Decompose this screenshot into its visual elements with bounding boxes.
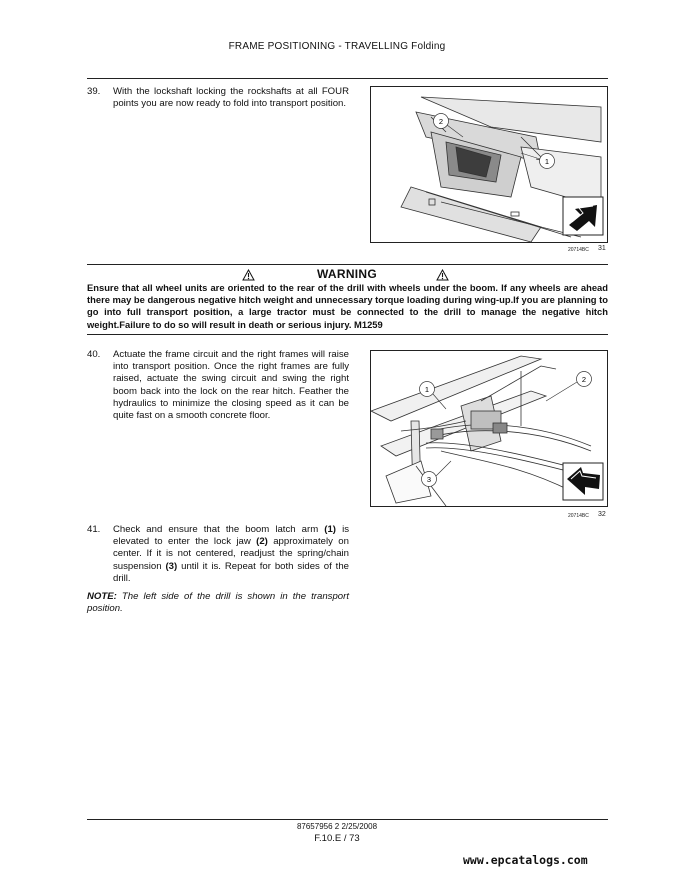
page-header-title: FRAME POSITIONING - TRAVELLING Folding [228, 41, 446, 52]
step-41 [87, 524, 349, 588]
footer-doc-code: 87657956 2 2/25/2008 [296, 822, 378, 831]
warning-triangle-icon [436, 269, 449, 281]
figure-32-number: 32 [598, 511, 606, 518]
header-divider [87, 78, 608, 79]
boom-latch-drawing [371, 351, 607, 506]
figure-31-illustration [370, 86, 608, 243]
callout-2 [546, 372, 592, 402]
note [87, 591, 349, 615]
step-text-part: Check and ensure that the boom latch arm [113, 524, 325, 535]
footer-page-number: F.10.E / 73 [314, 833, 360, 844]
step-text-part: approximately on center. If it is not centered, readjust the spring/chain suspension [113, 536, 349, 572]
step-number: 40. [87, 349, 101, 360]
step-text: Actuate the frame circuit and the right frames will raise into transport position. Once the right frames are fully raised, actuate the swing circuit and swing the right boom back into the lock on the rear hitch. Feather the hydraulics to minimize the closing speed as it can be quite fast on a smooth concrete floor. [113, 349, 349, 422]
step-text: With the lockshaft locking the rockshafts at all FOUR points you are now ready to fold into transport position. [113, 86, 349, 110]
callout-ref: (2) [256, 536, 268, 548]
step-number: 41. [87, 524, 101, 535]
step-40 [87, 349, 349, 429]
callout-3 [422, 461, 452, 487]
step-number: 39. [87, 86, 101, 97]
warning-body: Ensure that all wheel units are oriented to the rear of the drill with wheels under the boom. If any wheels are ahead there may be dangerous negative hitch weight and unnecessary torque loading during wing-up.If you are planning to go into full transport position, a large tractor must be connected to the drill to manage the negative hitch weight.Failure to do so will result in death or serious injury. M1259 [87, 282, 608, 330]
callout-ref: (1) [324, 524, 336, 535]
warning-triangle-icon [242, 269, 255, 281]
footer-divider [87, 819, 608, 820]
warning-header [87, 267, 608, 283]
watermark-text: www.epcatalogs.com [463, 853, 588, 867]
callout-1-label: 1 [544, 157, 550, 166]
callout-3-label: 3 [426, 475, 432, 484]
callout-2-label: 2 [438, 117, 444, 126]
wing-lockshaft-drawing [371, 87, 607, 242]
step-text-part: until it is. Repeat for both sides of the drill. [113, 560, 349, 584]
warning-top-rule [87, 264, 608, 265]
warning-bottom-rule [87, 334, 608, 335]
callout-2-label: 2 [581, 375, 587, 384]
step-text-part: is elevated to enter the lock jaw [113, 524, 350, 548]
step-39 [87, 86, 349, 126]
figure-32-ref: 20714BC [568, 513, 589, 519]
callout-1-label: 1 [424, 385, 430, 394]
figure-32-illustration [370, 350, 608, 507]
direction-arrow-icon [563, 197, 603, 235]
direction-arrow-icon [563, 463, 603, 500]
warning-title: WARNING [316, 267, 378, 281]
note-text: The left side of the drill is shown in the transport position. [87, 591, 349, 615]
figure-31-ref: 20714BC [568, 247, 589, 253]
figure-31-number: 31 [598, 245, 606, 252]
callout-ref: (3) [165, 560, 178, 572]
note-label: NOTE: [87, 591, 117, 602]
step-text [113, 524, 349, 585]
